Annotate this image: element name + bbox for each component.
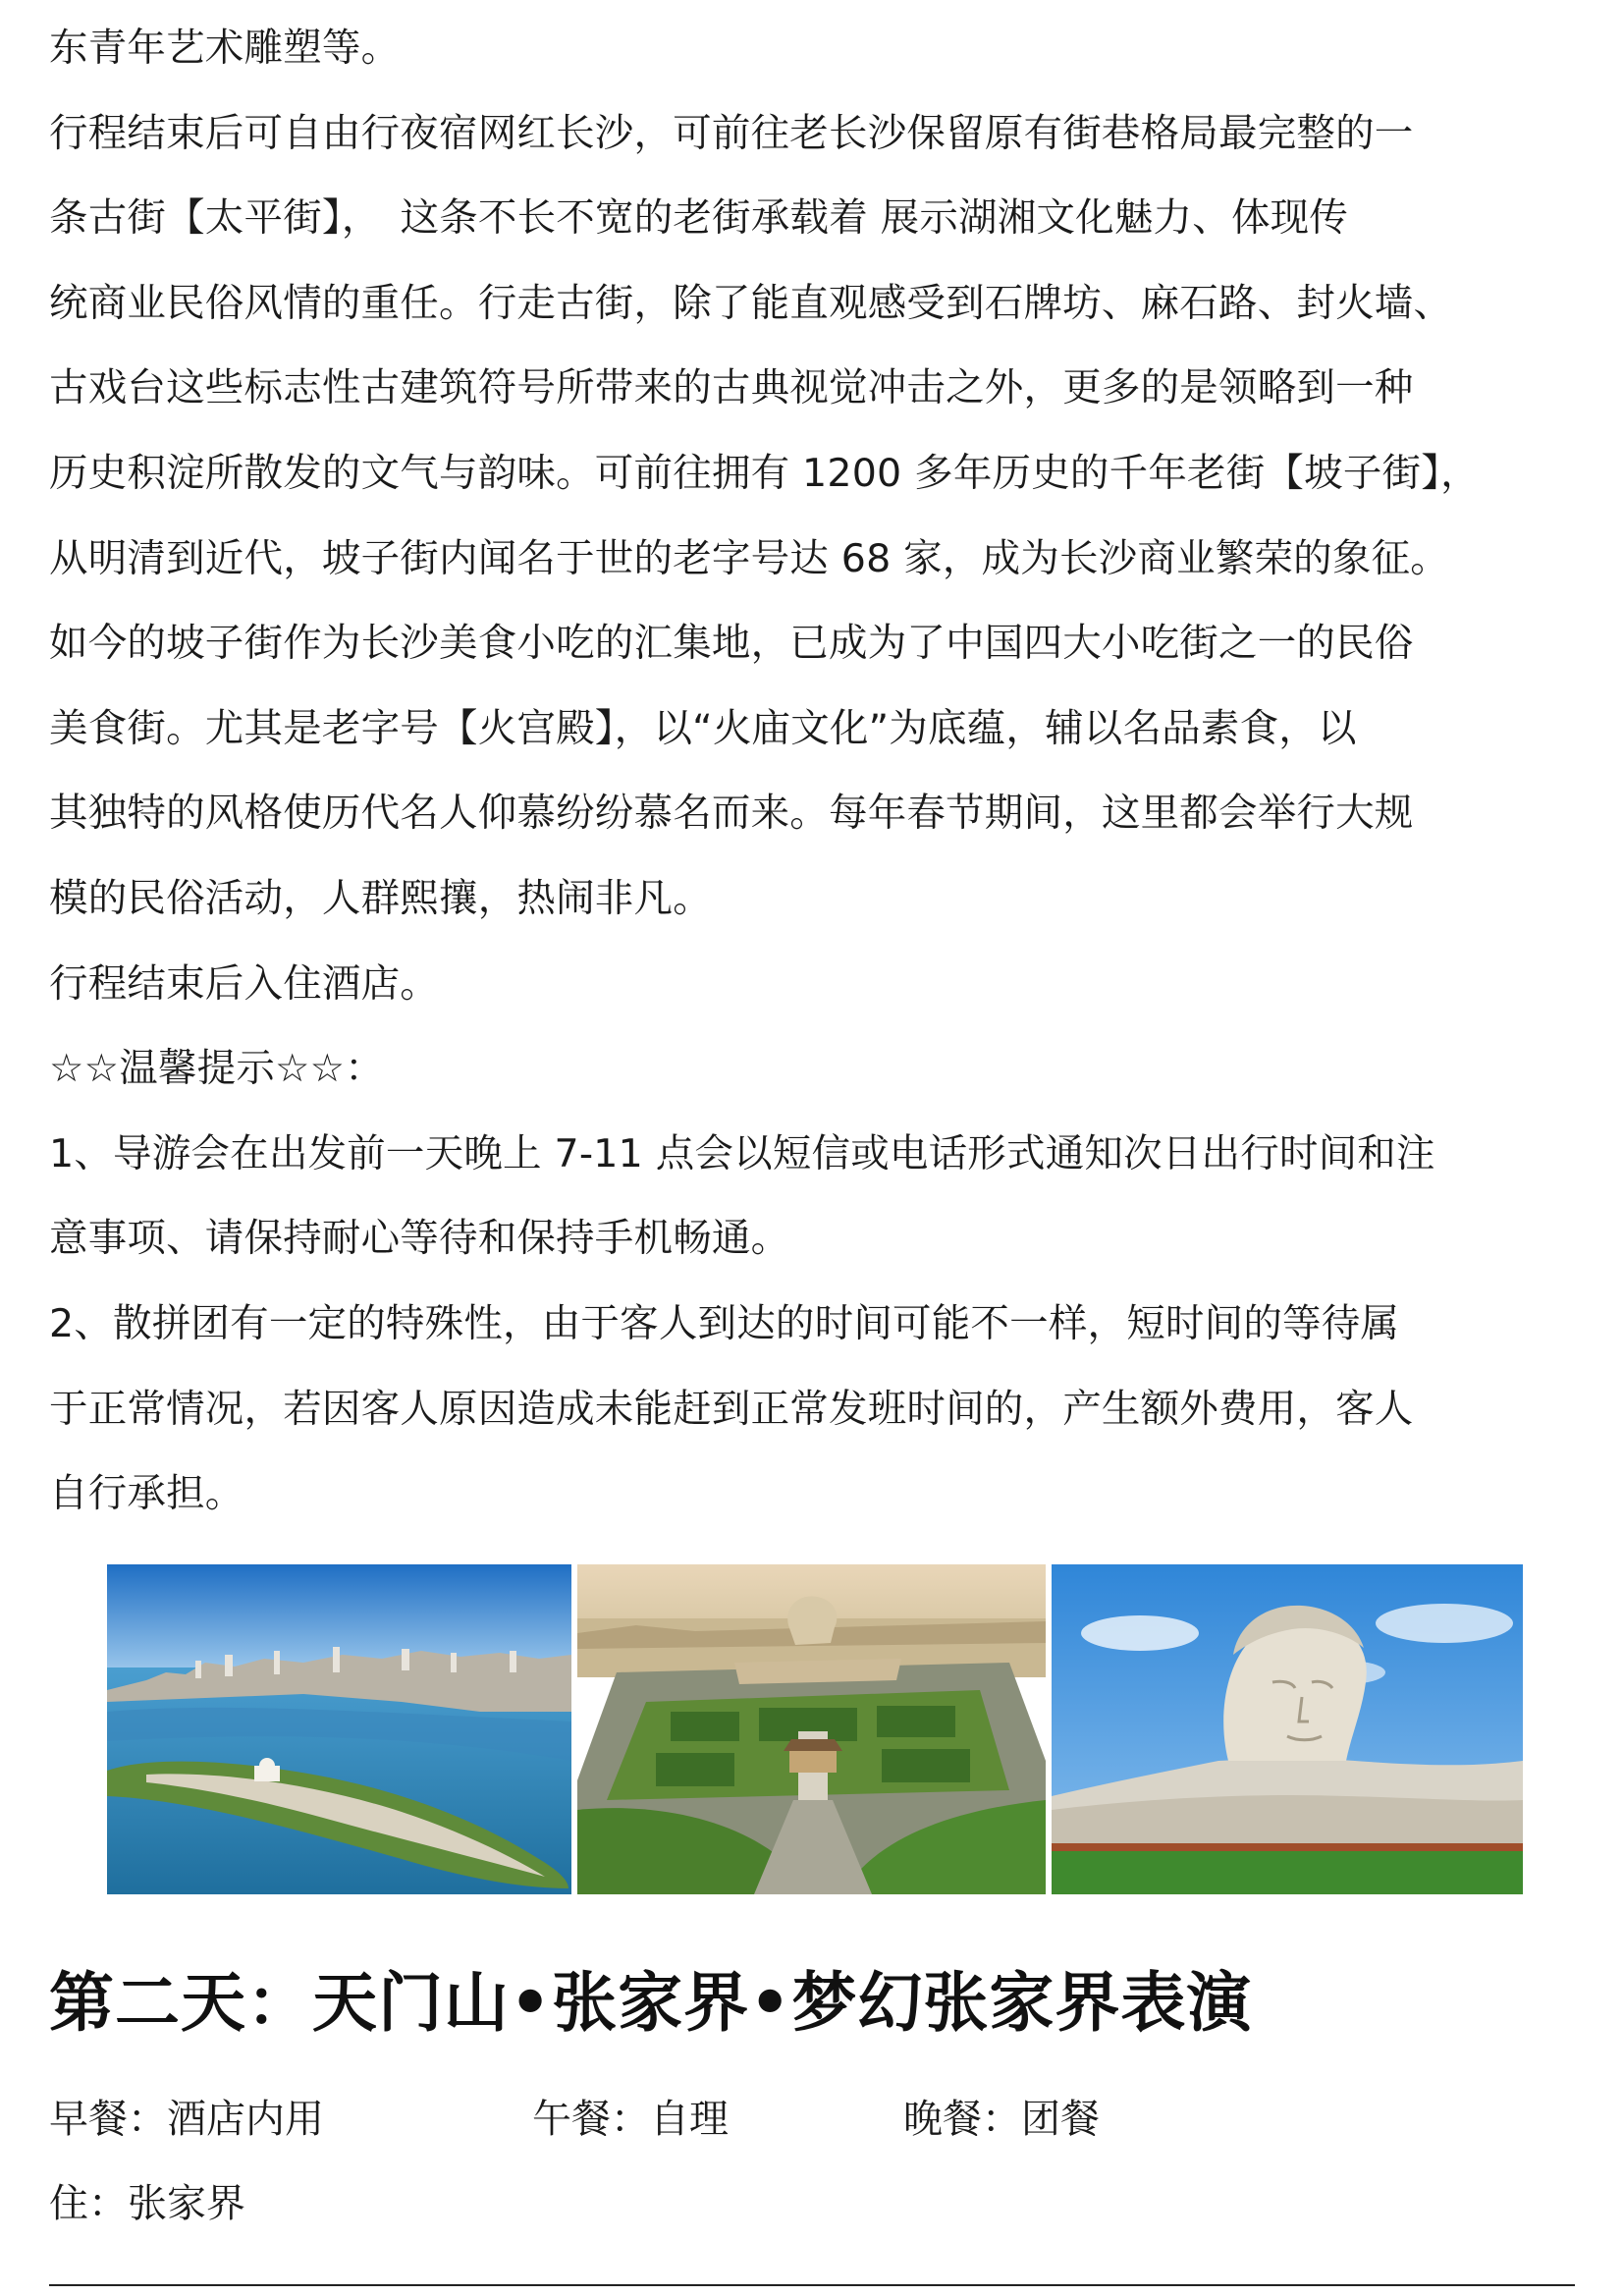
paragraph-line: 东青年艺术雕塑等。 <box>49 26 401 71</box>
statue-park-aerial-photo <box>577 1564 1046 1894</box>
paragraph-line: 行程结束后可自由行夜宿网红长沙，可前往老长沙保留原有街巷格局最完整的一 <box>49 110 1414 156</box>
dinner-info: 晚餐：团餐 <box>903 2097 1100 2142</box>
tip-line: 意事项、请保持耐心等待和保持手机畅通。 <box>49 1216 790 1262</box>
lodging-info: 住：张家界 <box>49 2181 245 2226</box>
paragraph-line: 行程结束后入住酒店。 <box>49 960 439 1007</box>
tip-line: 自行承担。 <box>49 1471 244 1517</box>
paragraph-line: 古戏台这些标志性古建筑符号所带来的古典视觉冲击之外，更多的是领略到一种 <box>49 365 1414 411</box>
paragraph-line: 条古街【太平街】， 这条不长不宽的老街承载着 展示湖湘文化魅力、体现传 <box>49 195 1349 242</box>
tip-line: 2、散拼团有一定的特殊性，由于客人到达的时间可能不一样，短时间的等待属 <box>49 1300 1400 1346</box>
island-aerial-photo <box>107 1564 571 1894</box>
paragraph-line: 统商业民俗风情的重任。行走古街，除了能直观感受到石牌坊、麻石路、封火墙、 <box>49 280 1453 326</box>
day-two-title: 第二天：天门山•张家界•梦幻张家界表演 <box>49 1965 1253 2041</box>
paragraph-line: 美食街。尤其是老字号【火宫殿】，以“火庙文化”为底蕴，辅以名品素食，以 <box>49 705 1357 751</box>
paragraph-line: 历史积淀所散发的文气与韵味。可前往拥有 1200 多年历史的千年老街【坡子街】， <box>49 450 1480 496</box>
tip-line: 于正常情况，若因客人原因造成未能赶到正常发班时间的，产生额外费用，客人 <box>49 1386 1414 1432</box>
meals-row <box>49 2077 1571 2161</box>
paragraph-line: 其独特的风格使历代名人仰慕纷纷慕名而来。每年春节期间，这里都会举行大规 <box>49 791 1414 837</box>
paragraph-line: 模的民俗活动，人群熙攘，热闹非凡。 <box>49 875 712 921</box>
photo-strip <box>107 1564 1523 1894</box>
breakfast-info: 早餐：酒店内用 <box>49 2097 324 2142</box>
paragraph-line: 从明清到近代，坡子街内闻名于世的老字号达 68 家，成为长沙商业繁荣的象征。 <box>49 535 1449 581</box>
itinerary-body-text <box>49 6 1605 1537</box>
tip-line: 1、导游会在出发前一天晚上 7-11 点会以短信或电话形式通知次日出行时间和注 <box>49 1130 1435 1176</box>
lunch-info: 午餐：自理 <box>532 2097 729 2142</box>
section-divider <box>49 2284 1575 2286</box>
paragraph-line: 如今的坡子街作为长沙美食小吃的汇集地，已成为了中国四大小吃街之一的民俗 <box>49 621 1414 667</box>
tips-heading: ☆☆温馨提示☆☆： <box>49 1046 384 1092</box>
youth-statue-photo <box>1052 1564 1523 1894</box>
